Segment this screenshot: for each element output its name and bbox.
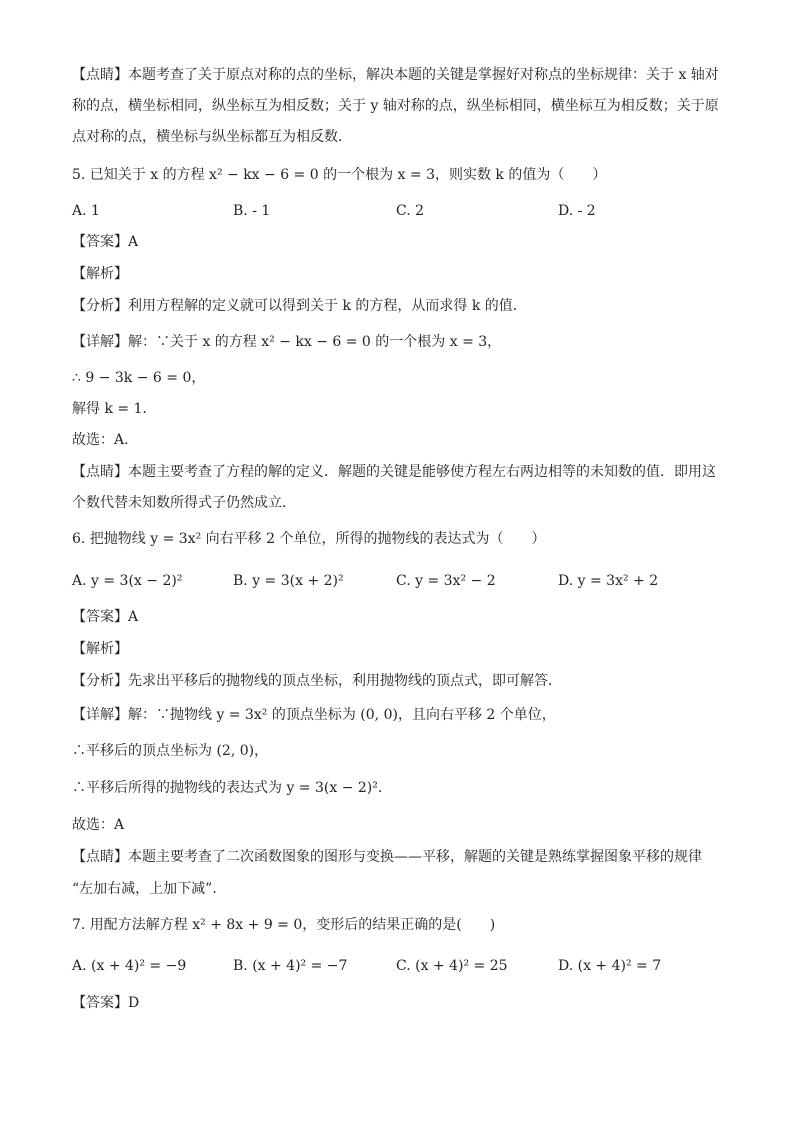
q5-option-c: C. 2 [396, 203, 425, 219]
q6-detail-4: 故选：A [72, 817, 125, 833]
q5-fenxi: 【分析】利用方程解的定义就可以得到关于 k 的方程，从而求得 k 的值． [72, 298, 527, 314]
q6-stem: 6. 把抛物线 y = 3x² 向右平移 2 个单位，所得的抛物线的表达式为（ ） [72, 531, 546, 547]
q6-detail-1: 【详解】解：∵抛物线 y = 3x² 的顶点坐标为 (0, 0)，且向右平移 2 个单位， [72, 707, 556, 723]
q6-detail-3: ∴平移后所得的抛物线的表达式为 y = 3(x − 2)²． [72, 780, 392, 796]
q7-option-c: C. (x + 4)² = 25 [396, 958, 508, 974]
q6-detail-2: ∴平移后的顶点坐标为 (2, 0)， [72, 743, 269, 759]
q6-option-d: D. y = 3x² + 2 [558, 573, 659, 589]
q7-option-d: D. (x + 4)² = 7 [558, 958, 662, 974]
q6-option-c: C. y = 3x² − 2 [396, 573, 496, 589]
q5-detail-2: ∴ 9 − 3k − 6 = 0， [72, 370, 206, 386]
q5-analysis: 【解析】 [72, 266, 128, 282]
q7-option-a: A. (x + 4)² = −9 [72, 958, 187, 974]
q4-comment-line3: 点对称的点，横坐标与纵坐标都互为相反数． [72, 129, 352, 145]
q5-option-a: A. 1 [72, 203, 100, 219]
q5-detail-3: 解得 k = 1． [72, 401, 157, 417]
q5-option-d: D. - 2 [558, 203, 596, 219]
q5-option-b: B. - 1 [233, 203, 271, 219]
q5-detail-4: 故选：A． [72, 432, 139, 448]
q5-stem: 5. 已知关于 x 的方程 x² − kx − 6 = 0 的一个根为 x = 3，则实数 k 的值为（ ） [72, 167, 607, 183]
q7-option-b: B. (x + 4)² = −7 [233, 958, 348, 974]
q6-comment-1: 【点睛】本题主要考查了二次函数图象的图形与变换——平移，解题的关键是熟练掌握图象平移的规律 [72, 849, 702, 865]
q6-answer: 【答案】A [72, 609, 139, 625]
q7-stem: 7. 用配方法解方程 x² + 8x + 9 = 0，变形后的结果正确的是( ) [72, 917, 496, 933]
q6-fenxi: 【分析】先求出平移后的抛物线的顶点坐标，利用抛物线的顶点式，即可解答． [72, 673, 562, 689]
q5-comment-2: 个数代替未知数所得式子仍然成立． [72, 495, 296, 511]
q5-answer: 【答案】A [72, 234, 139, 250]
q4-comment-line2: 称的点，横坐标相同，纵坐标互为相反数；关于 y 轴对称的点，纵坐标相同，横坐标互为相反数；关于原 [72, 98, 719, 114]
q6-comment-2: “左加右减，上加下减”． [72, 881, 227, 897]
q6-analysis: 【解析】 [72, 641, 128, 657]
q5-detail-1: 【详解】解：∵关于 x 的方程 x² − kx − 6 = 0 的一个根为 x = 3， [72, 334, 502, 350]
q5-comment-1: 【点睛】本题主要考查了方程的解的定义．解题的关键是能够使方程左右两边相等的未知数的值．即用这 [72, 464, 716, 480]
q4-comment-line1: 【点睛】本题考查了关于原点对称的点的坐标，解决本题的关键是掌握好对称点的坐标规律：关于 x 轴对 [72, 67, 719, 83]
q6-option-a: A. y = 3(x − 2)² [72, 573, 183, 589]
q7-answer: 【答案】D [72, 995, 140, 1011]
q6-option-b: B. y = 3(x + 2)² [233, 573, 344, 589]
